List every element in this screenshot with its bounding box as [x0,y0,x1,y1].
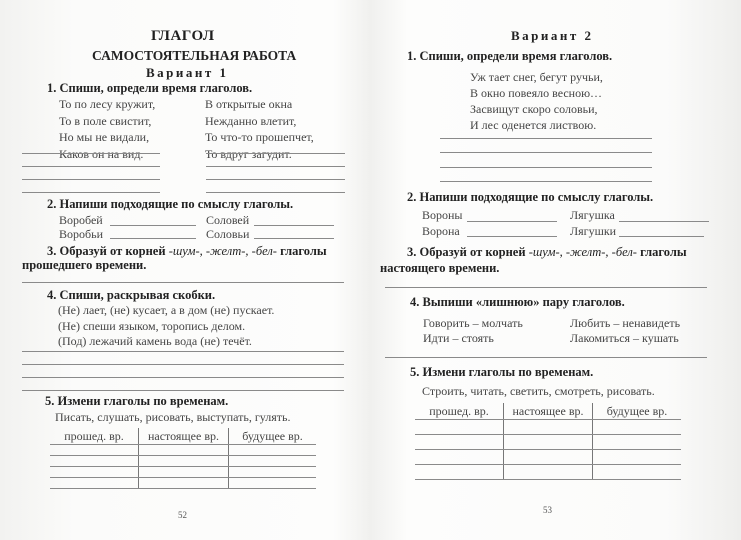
answer-line[interactable] [22,390,344,391]
word-pair: Лакомиться – кушать [570,331,679,345]
table-cell[interactable] [229,478,317,489]
tense-table [415,403,681,480]
table-cell[interactable] [415,450,504,465]
answer-line[interactable] [206,179,345,180]
answer-line[interactable] [440,138,652,139]
answer-line[interactable] [440,152,652,153]
table-cell[interactable] [504,435,593,450]
answer-line[interactable] [385,357,707,358]
page-number: 53 [543,505,552,515]
table-row [50,467,316,478]
table-cell[interactable] [229,467,317,478]
task3-text: 3. Образуй от корней [407,245,529,259]
task3-heading-line2: настоящего времени. [380,261,500,275]
task3-heading [407,245,687,260]
answer-line[interactable] [254,238,334,239]
table-cell[interactable] [593,420,682,435]
answer-line[interactable] [22,166,160,167]
task4-heading: 4. Спиши, раскрывая скобки. [47,288,216,302]
word-label: Соловей [206,213,250,227]
task5-words: Писать, слушать, рисовать, выступать, гулять. [55,410,291,424]
poem-line: Нежданно влетит, [205,113,297,128]
table-row [50,456,316,467]
task1-heading: 1. Спиши, определи время глаголов. [407,49,613,63]
task5-words: Строить, читать, светить, смотреть, рисовать. [422,384,655,398]
answer-line[interactable] [22,192,160,193]
page-title: ГЛАГОЛ [151,28,215,44]
proverbs [58,303,274,350]
poem-line: В открытые окна [205,97,293,111]
task5-heading: 5. Измени глаголы по временам. [45,394,229,408]
column-header: будущее вр. [593,403,682,420]
tense-table [50,428,316,489]
table-cell[interactable] [50,478,139,489]
table-row [415,420,681,435]
poem-line: То что-то прошепчет, [205,130,314,144]
proverb-line: (Не) лает, (не) кусает, а в дом (не) пускает. [58,303,275,317]
task3-heading [47,244,327,259]
poem-line: Уж тает снег, бегут ручьи, [470,70,603,84]
table-cell[interactable] [415,420,504,435]
task3-heading-line2: прошедшего времени. [22,258,147,272]
task2-heading: 2. Напиши подходящие по смыслу глаголы. [47,197,294,211]
answer-line[interactable] [22,282,344,283]
task1-heading: 1. Спиши, определи время глаголов. [47,81,253,95]
answer-line[interactable] [206,192,345,193]
table-row [50,478,316,489]
column-header: будущее вр. [229,428,317,445]
answer-line[interactable] [467,221,557,222]
task3-text: 3. Образуй от корней [47,244,169,258]
table-cell[interactable] [139,478,229,489]
table-cell[interactable] [593,450,682,465]
word-label: Вороны [422,208,463,222]
word-pair: Любить – ненавидеть [570,316,681,330]
answer-line[interactable] [467,236,557,237]
table-cell[interactable] [593,465,682,480]
page-number: 52 [178,510,187,520]
column-header: прошед. вр. [50,428,139,445]
word-label: Ворона [422,224,460,238]
answer-line[interactable] [22,364,344,365]
task3-text: глаголы [636,245,687,259]
table-cell[interactable] [415,435,504,450]
word-label: Лягушка [570,208,615,222]
table-row [415,465,681,480]
right-page [370,0,741,540]
table-cell[interactable] [229,445,317,456]
table-cell[interactable] [139,467,229,478]
table-cell[interactable] [139,456,229,467]
answer-line[interactable] [254,225,334,226]
task3-text: глаголы [276,244,327,258]
table-cell[interactable] [593,435,682,450]
table-cell[interactable] [50,445,139,456]
poem-line: В окно повеяло весною… [470,86,603,100]
answer-line[interactable] [385,287,707,288]
poem [470,69,603,133]
table-row [415,435,681,450]
task5-heading: 5. Измени глаголы по временам. [410,365,594,379]
table-cell[interactable] [229,456,317,467]
table-cell[interactable] [139,445,229,456]
word-label: Воробьи [59,227,104,241]
task4-heading: 4. Выпиши «лишнюю» пару глаголов. [410,295,625,309]
poem-line: Засвищут скоро соловьи, [470,102,598,116]
poem-line: То по лесу кружит, [59,97,156,111]
table-cell[interactable] [50,467,139,478]
proverb-line: (Не) спеши языком, торопись делом. [58,318,246,333]
table-cell[interactable] [504,420,593,435]
page-subtitle: САМОСТОЯТЕЛЬНАЯ РАБОТА [92,48,297,63]
variant-heading: Вариант 2 [511,28,594,43]
answer-line[interactable] [22,153,160,154]
answer-line[interactable] [619,221,709,222]
poem-line: То вдруг загудит. [205,146,292,161]
variant-heading: Вариант 1 [146,65,229,80]
poem-line: Но мы не видали, [59,130,150,144]
table-row [415,450,681,465]
column-header: настоящее вр. [139,428,229,445]
answer-line[interactable] [440,167,652,168]
answer-line[interactable] [206,166,345,167]
poem-line: То в поле свистит, [59,113,152,128]
poem-line: И лес оденется листвою. [470,118,597,132]
word-pair: Идти – стоять [423,331,494,345]
poem-line: Каков он на вид. [59,146,144,161]
word-pair: Говорить – молчать [423,316,523,330]
table-cell[interactable] [50,456,139,467]
answer-line[interactable] [619,236,704,237]
task2-heading: 2. Напиши подходящие по смыслу глаголы. [407,190,654,204]
answer-line[interactable] [22,377,344,378]
table-row [50,445,316,456]
column-header: прошед. вр. [415,403,504,420]
answer-line[interactable] [22,351,344,352]
answer-line[interactable] [440,181,652,182]
word-label: Лягушки [570,224,617,238]
answer-line[interactable] [22,179,160,180]
word-label: Воробей [59,213,103,227]
left-page [0,0,370,540]
table-cell[interactable] [504,465,593,480]
answer-line[interactable] [110,225,196,226]
column-header: настоящее вр. [504,403,593,420]
word-label: Соловьи [206,227,250,241]
answer-line[interactable] [110,238,196,239]
answer-line[interactable] [206,153,345,154]
table-cell[interactable] [415,465,504,480]
task3-roots: -шум-, -желт-, -бел- [528,245,637,259]
task3-roots: -шум-, -желт-, -бел- [168,244,277,258]
proverb-line: (Под) лежачий камень вода (не) течёт. [58,334,252,348]
table-cell[interactable] [504,450,593,465]
